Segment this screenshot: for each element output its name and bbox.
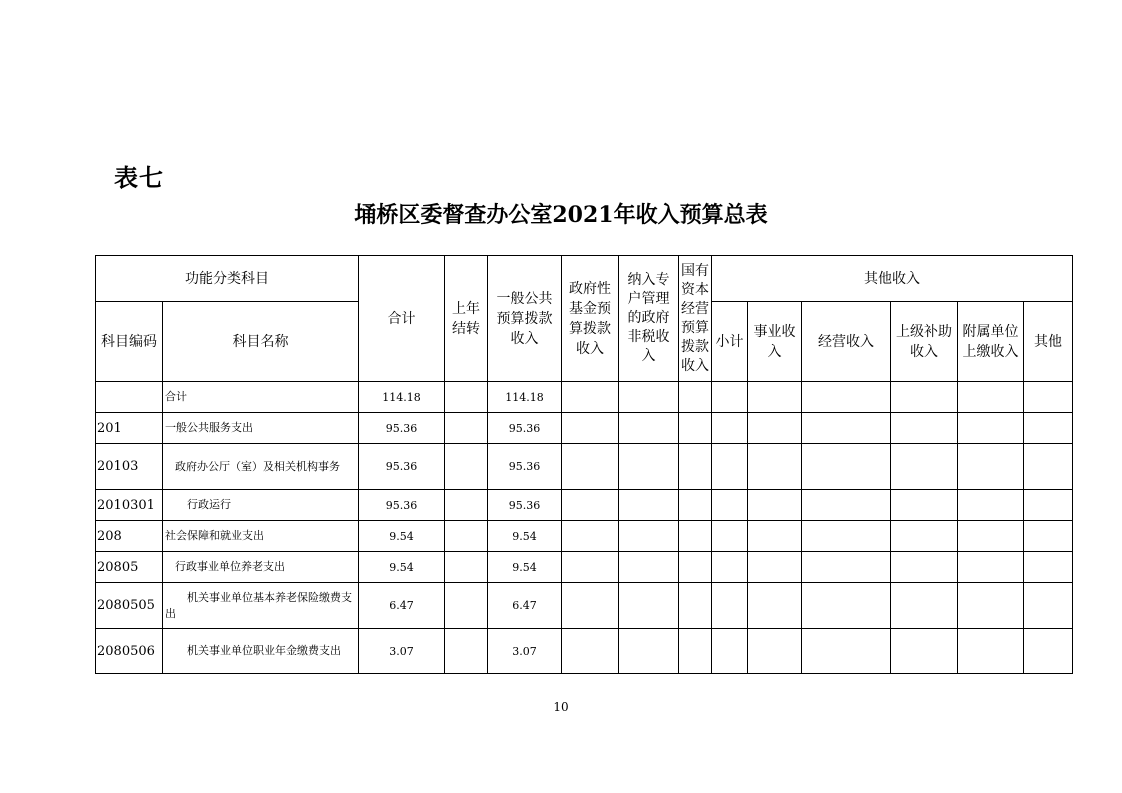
row-cell xyxy=(748,490,802,521)
row-general-budget: 95.36 xyxy=(488,413,562,444)
row-name: 行政运行 xyxy=(163,490,359,521)
header-line: 预算拨款 xyxy=(496,310,553,327)
row-cell xyxy=(679,444,712,490)
row-cell xyxy=(891,490,958,521)
row-code: 208 xyxy=(96,521,163,552)
row-cell xyxy=(445,413,488,444)
header-line: 的政府 xyxy=(627,310,670,326)
header-line: 上级补助 xyxy=(896,323,952,340)
table-row xyxy=(96,552,1073,583)
row-cell xyxy=(712,552,748,583)
row-cell xyxy=(891,583,958,629)
row-total: 9.54 xyxy=(359,521,445,552)
header-line: 算拨款 xyxy=(569,320,611,337)
row-total: 114.18 xyxy=(359,382,445,413)
row-cell xyxy=(748,552,802,583)
row-code: 2010301 xyxy=(96,490,163,521)
row-cell xyxy=(679,629,712,674)
row-cell xyxy=(712,583,748,629)
header-line: 附属单位 xyxy=(962,323,1019,340)
header-code: 科目编码 xyxy=(96,302,163,382)
row-cell xyxy=(445,382,488,413)
row-cell xyxy=(802,521,891,552)
header-line: 基金预 xyxy=(569,300,611,317)
row-cell xyxy=(958,413,1024,444)
row-cell xyxy=(562,583,619,629)
header-line: 收入 xyxy=(681,357,709,374)
table-row xyxy=(96,444,1073,490)
row-cell xyxy=(679,382,712,413)
page-number: 10 xyxy=(553,700,569,714)
row-general-budget: 6.47 xyxy=(488,583,562,629)
row-cell xyxy=(958,521,1024,552)
row-cell xyxy=(748,521,802,552)
header-line: 户管理 xyxy=(627,291,670,307)
row-cell xyxy=(802,552,891,583)
row-cell xyxy=(712,521,748,552)
row-cell xyxy=(445,521,488,552)
header-line: 经营 xyxy=(681,300,709,317)
row-code: 20805 xyxy=(96,552,163,583)
header-line: 收入 xyxy=(576,340,604,357)
row-name: 合计 xyxy=(163,382,359,413)
header-function-group: 功能分类科目 xyxy=(96,256,359,302)
row-total: 6.47 xyxy=(359,583,445,629)
row-cell xyxy=(619,490,679,521)
row-cell xyxy=(958,382,1024,413)
row-cell xyxy=(891,629,958,674)
row-cell xyxy=(1024,552,1073,583)
header-higher-subsidy xyxy=(891,302,958,382)
row-cell xyxy=(802,583,891,629)
row-general-budget: 114.18 xyxy=(488,382,562,413)
header-line: 纳入专 xyxy=(627,272,670,288)
row-cell xyxy=(748,583,802,629)
row-cell xyxy=(679,552,712,583)
header-other: 其他 xyxy=(1024,302,1073,382)
row-cell xyxy=(891,521,958,552)
row-cell xyxy=(802,629,891,674)
row-cell xyxy=(679,413,712,444)
row-general-budget: 3.07 xyxy=(488,629,562,674)
row-cell xyxy=(891,552,958,583)
row-code: 20103 xyxy=(96,444,163,490)
header-line: 一般公共 xyxy=(496,290,553,307)
row-total: 95.36 xyxy=(359,490,445,521)
header-line: 入 xyxy=(641,348,656,364)
row-cell xyxy=(1024,382,1073,413)
row-name: 一般公共服务支出 xyxy=(163,413,359,444)
row-cell xyxy=(562,490,619,521)
row-cell xyxy=(802,413,891,444)
row-cell xyxy=(891,382,958,413)
table-row xyxy=(96,490,1073,521)
row-cell xyxy=(748,444,802,490)
row-cell xyxy=(748,629,802,674)
header-special-nontax xyxy=(619,256,679,382)
row-cell xyxy=(562,413,619,444)
row-name: 机关事业单位基本养老保险缴费支出 xyxy=(163,583,359,629)
row-cell xyxy=(802,444,891,490)
table-row xyxy=(96,629,1073,674)
row-cell xyxy=(958,444,1024,490)
header-operating-income: 经营收入 xyxy=(802,302,891,382)
row-cell xyxy=(748,413,802,444)
header-state-capital xyxy=(679,256,712,382)
row-cell xyxy=(445,444,488,490)
row-cell xyxy=(958,490,1024,521)
table-row xyxy=(96,413,1073,444)
header-business-income xyxy=(748,302,802,382)
row-cell xyxy=(712,629,748,674)
row-total: 9.54 xyxy=(359,552,445,583)
row-cell xyxy=(562,444,619,490)
row-cell xyxy=(802,382,891,413)
row-total: 95.36 xyxy=(359,444,445,490)
row-cell xyxy=(679,521,712,552)
row-general-budget: 9.54 xyxy=(488,552,562,583)
header-row-1 xyxy=(96,256,1073,302)
table-row xyxy=(96,521,1073,552)
row-cell xyxy=(445,629,488,674)
header-line: 资本 xyxy=(681,281,709,298)
row-cell xyxy=(712,413,748,444)
row-cell xyxy=(562,552,619,583)
row-cell xyxy=(1024,629,1073,674)
row-cell xyxy=(958,552,1024,583)
row-cell xyxy=(619,444,679,490)
header-line: 预算 xyxy=(681,319,709,336)
row-cell xyxy=(1024,444,1073,490)
row-cell xyxy=(1024,490,1073,521)
header-line: 国有 xyxy=(681,262,709,279)
header-line: 非税收 xyxy=(627,329,670,345)
header-line: 政府性 xyxy=(569,280,611,297)
header-total: 合计 xyxy=(359,256,445,382)
header-line: 入 xyxy=(767,343,782,360)
row-cell xyxy=(891,444,958,490)
header-line: 收入 xyxy=(910,343,938,360)
row-cell xyxy=(679,583,712,629)
row-cell xyxy=(619,583,679,629)
header-general-budget xyxy=(488,256,562,382)
table-label: 表七 xyxy=(114,163,164,192)
row-cell xyxy=(562,521,619,552)
row-cell xyxy=(619,382,679,413)
row-cell xyxy=(958,583,1024,629)
header-line: 结转 xyxy=(452,320,480,337)
row-total: 3.07 xyxy=(359,629,445,674)
row-cell xyxy=(619,629,679,674)
row-cell xyxy=(1024,413,1073,444)
table-row xyxy=(96,583,1073,629)
document-title: 埇桥区委督查办公室2021年收入预算总表 xyxy=(354,202,768,228)
row-cell xyxy=(1024,583,1073,629)
row-cell xyxy=(712,382,748,413)
header-line: 事业收 xyxy=(753,323,796,340)
header-line: 收入 xyxy=(510,330,539,347)
row-cell xyxy=(679,490,712,521)
header-other-income: 其他收入 xyxy=(712,256,1073,302)
row-general-budget: 95.36 xyxy=(488,444,562,490)
row-cell xyxy=(445,583,488,629)
header-gov-fund xyxy=(562,256,619,382)
budget-table xyxy=(95,255,1073,674)
row-cell xyxy=(619,521,679,552)
row-name: 行政事业单位养老支出 xyxy=(163,552,359,583)
row-cell xyxy=(958,629,1024,674)
row-cell xyxy=(619,552,679,583)
header-affiliated-remit xyxy=(958,302,1024,382)
header-line: 拨款 xyxy=(681,338,709,355)
row-cell xyxy=(562,629,619,674)
row-code: 2080506 xyxy=(96,629,163,674)
row-general-budget: 9.54 xyxy=(488,521,562,552)
row-cell xyxy=(802,490,891,521)
row-cell xyxy=(712,444,748,490)
header-line: 上年 xyxy=(452,300,480,317)
header-name: 科目名称 xyxy=(163,302,359,382)
header-carryover xyxy=(445,256,488,382)
row-general-budget: 95.36 xyxy=(488,490,562,521)
row-name: 社会保障和就业支出 xyxy=(163,521,359,552)
row-code: 201 xyxy=(96,413,163,444)
row-cell xyxy=(1024,521,1073,552)
row-code: 2080505 xyxy=(96,583,163,629)
row-cell xyxy=(748,382,802,413)
row-cell xyxy=(712,490,748,521)
table-row xyxy=(96,382,1073,413)
row-total: 95.36 xyxy=(359,413,445,444)
header-line: 上缴收入 xyxy=(962,343,1019,360)
row-name: 政府办公厅（室）及相关机构事务 xyxy=(163,444,359,490)
header-subtotal: 小计 xyxy=(712,302,748,382)
row-cell xyxy=(891,413,958,444)
row-code xyxy=(96,382,163,413)
row-cell xyxy=(445,552,488,583)
row-cell xyxy=(619,413,679,444)
row-cell xyxy=(562,382,619,413)
row-cell xyxy=(445,490,488,521)
row-name: 机关事业单位职业年金缴费支出 xyxy=(163,629,359,674)
